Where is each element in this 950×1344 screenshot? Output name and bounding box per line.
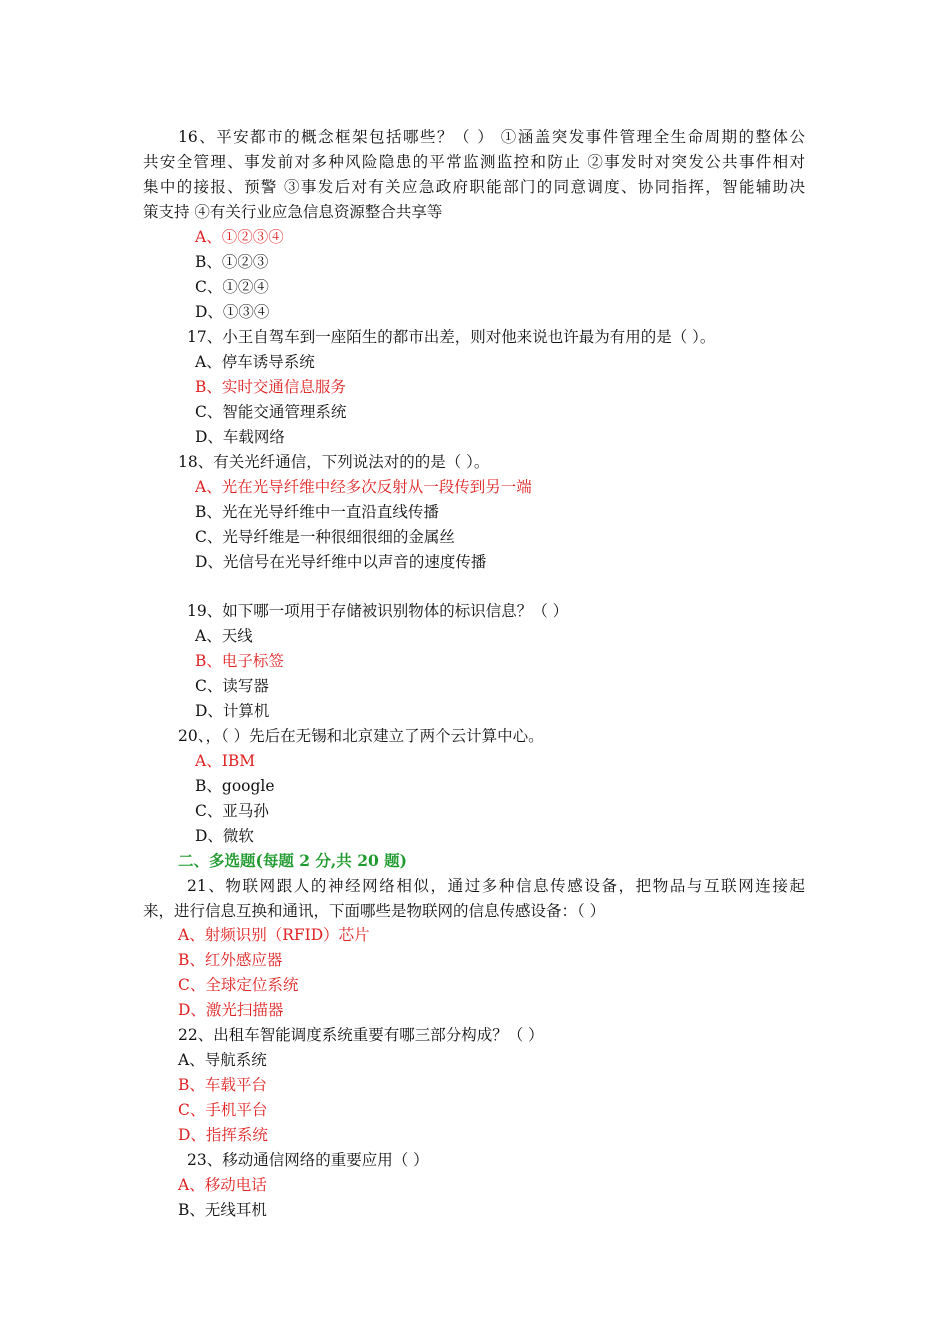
q17-option-a: A、停车诱导系统	[195, 353, 315, 371]
question-18: 18、有关光纤通信，下列说法对的的是（ ）。	[178, 453, 490, 471]
question-16-line-1: 16、平安都市的概念框架包括哪些？（ ） ①涵盖突发事件管理全生命周期的整体公	[178, 128, 805, 146]
question-19: 19、如下哪一项用于存储被识别物体的标识信息？（ ）	[187, 602, 569, 620]
q20-option-b: B、google	[195, 777, 275, 795]
q18-option-c: C、光导纤维是一种很细很细的金属丝	[195, 528, 455, 546]
q18-option-a: A、光在光导纤维中经多次反射从一段传到另一端	[195, 478, 532, 496]
q22-option-c: C、手机平台	[178, 1101, 268, 1119]
q21-option-d: D、激光扫描器	[178, 1001, 284, 1019]
question-16-line-2: 共安全管理、事发前对多种风险隐患的平常监测监控和防止 ②事发时对突发公共事件相对	[143, 153, 805, 171]
q23-option-a: A、移动电话	[178, 1176, 267, 1194]
q22-option-d: D、指挥系统	[178, 1126, 268, 1144]
q19-option-b: B、电子标签	[195, 652, 284, 670]
q21-option-b: B、红外感应器	[178, 951, 283, 969]
q22-option-a: A、导航系统	[178, 1051, 267, 1069]
q16-option-a: A、①②③④	[195, 228, 284, 246]
question-20: 20、，（ ）先后在无锡和北京建立了两个云计算中心。	[178, 727, 544, 745]
q17-option-d: D、车载网络	[195, 428, 285, 446]
q17-option-b: B、实时交通信息服务	[195, 378, 346, 396]
question-23: 23、移动通信网络的重要应用（ ）	[187, 1151, 429, 1169]
q20-option-c: C、亚马孙	[195, 802, 269, 820]
q19-option-d: D、计算机	[195, 702, 270, 720]
q23-option-b: B、无线耳机	[178, 1201, 267, 1219]
question-22: 22、出租车智能调度系统重要有哪三部分构成？（ ）	[178, 1026, 544, 1044]
q17-option-c: C、智能交通管理系统	[195, 403, 347, 421]
q18-option-d: D、光信号在光导纤维中以声音的速度传播	[195, 553, 487, 571]
q20-option-d: D、微软	[195, 827, 254, 845]
question-21-line-1: 21、物联网跟人的神经网络相似，通过多种信息传感设备，把物品与互联网连接起	[187, 877, 805, 895]
q21-option-a: A、射频识别（RFID）芯片	[178, 926, 370, 944]
q16-option-b: B、①②③	[195, 253, 269, 271]
question-16-line-3: 集中的接报、预警 ③事发后对有关应急政府职能部门的同意调度、协同指挥，智能辅助决	[143, 178, 805, 196]
question-17: 17、小王自驾车到一座陌生的都市出差，则对他来说也许最为有用的是（ ）。	[187, 328, 716, 346]
q22-option-b: B、车载平台	[178, 1076, 267, 1094]
q19-option-a: A、天线	[195, 627, 253, 645]
q16-option-d: D、①③④	[195, 303, 270, 321]
question-16-line-4: 策支持 ④有关行业应急信息资源整合共享等	[143, 203, 443, 221]
q19-option-c: C、读写器	[195, 677, 269, 695]
q21-option-c: C、全球定位系统	[178, 976, 299, 994]
question-21-line-2: 来，进行信息互换和通讯，下面哪些是物联网的信息传感设备：（ ）	[143, 902, 606, 920]
section-heading-multiple-choice: 二、多选题(每题 2 分,共 20 题)	[178, 851, 408, 870]
q20-option-a: A、IBM	[195, 752, 256, 770]
q16-option-c: C、①②④	[195, 278, 269, 296]
q18-option-b: B、光在光导纤维中一直沿直线传播	[195, 503, 439, 521]
